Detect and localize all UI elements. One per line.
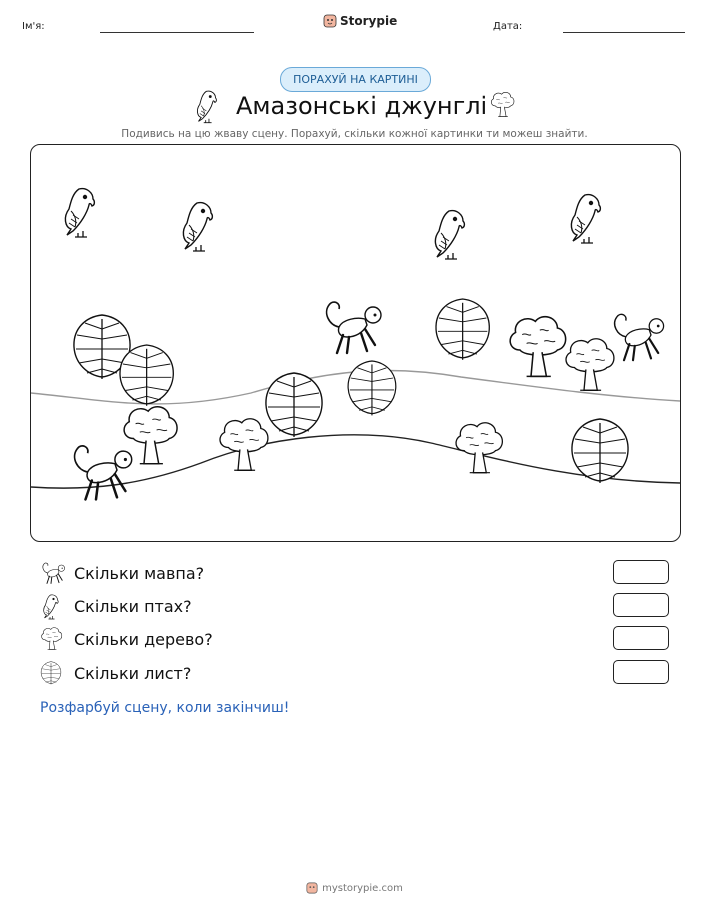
storypie-mascot-icon <box>323 13 337 29</box>
answer-box-monkey[interactable] <box>613 560 669 584</box>
tree-icon <box>40 627 64 651</box>
answer-box-parrot[interactable] <box>613 593 669 617</box>
tree-2 <box>220 419 268 471</box>
answer-box-tree[interactable] <box>613 626 669 650</box>
leaf-3 <box>266 373 322 437</box>
date-field-line[interactable] <box>563 32 685 33</box>
tree-1 <box>124 407 177 464</box>
coloring-note: Розфарбуй сцену, коли закінчиш! <box>40 700 290 716</box>
parrot-4 <box>571 195 600 243</box>
parrot-2 <box>183 203 212 251</box>
question-text: Скільки мавпа? <box>74 564 205 583</box>
monkey-2 <box>615 314 664 360</box>
scene-drawing <box>31 145 680 541</box>
question-text: Скільки птах? <box>74 597 192 616</box>
parrot-icon <box>40 594 62 620</box>
storypie-mascot-icon <box>306 881 318 895</box>
monkey-1 <box>327 302 381 353</box>
question-text: Скільки лист? <box>74 664 192 683</box>
tree-4 <box>566 339 614 391</box>
category-badge: ПОРАХУЙ НА КАРТИНІ <box>280 67 431 92</box>
footer-url[interactable]: mystorypie.com <box>322 882 403 894</box>
parrot-3 <box>435 211 464 259</box>
question-monkey <box>40 561 670 587</box>
footer <box>0 881 709 898</box>
instructions: Подивись на цю жваву сцену. Порахуй, скільки кожної картинки ти можеш знайти. <box>121 128 588 140</box>
parrot-1 <box>65 189 94 237</box>
brand-name: Storypie <box>340 14 398 28</box>
answer-box-leaf[interactable] <box>613 660 669 684</box>
tree-icon <box>490 90 516 120</box>
leaf-5 <box>436 299 489 360</box>
brand-logo <box>323 13 397 29</box>
question-tree <box>40 627 670 653</box>
jungle-scene <box>30 144 681 542</box>
question-text: Скільки дерево? <box>74 630 213 649</box>
tree-5 <box>456 423 502 473</box>
tree-3 <box>510 317 565 377</box>
leaf-4 <box>348 361 396 415</box>
leaf-icon <box>40 661 62 685</box>
question-leaf <box>40 661 670 687</box>
date-label: Дата: <box>493 21 523 32</box>
parrot-icon <box>195 90 219 124</box>
name-field-line[interactable] <box>100 32 254 33</box>
monkey-icon <box>40 561 66 585</box>
name-label: Ім'я: <box>22 21 45 32</box>
page-title: Амазонські джунглі <box>236 92 488 120</box>
leaf-2 <box>120 345 173 406</box>
question-parrot <box>40 594 670 620</box>
monkey-3 <box>75 446 132 500</box>
leaf-6 <box>572 419 628 483</box>
